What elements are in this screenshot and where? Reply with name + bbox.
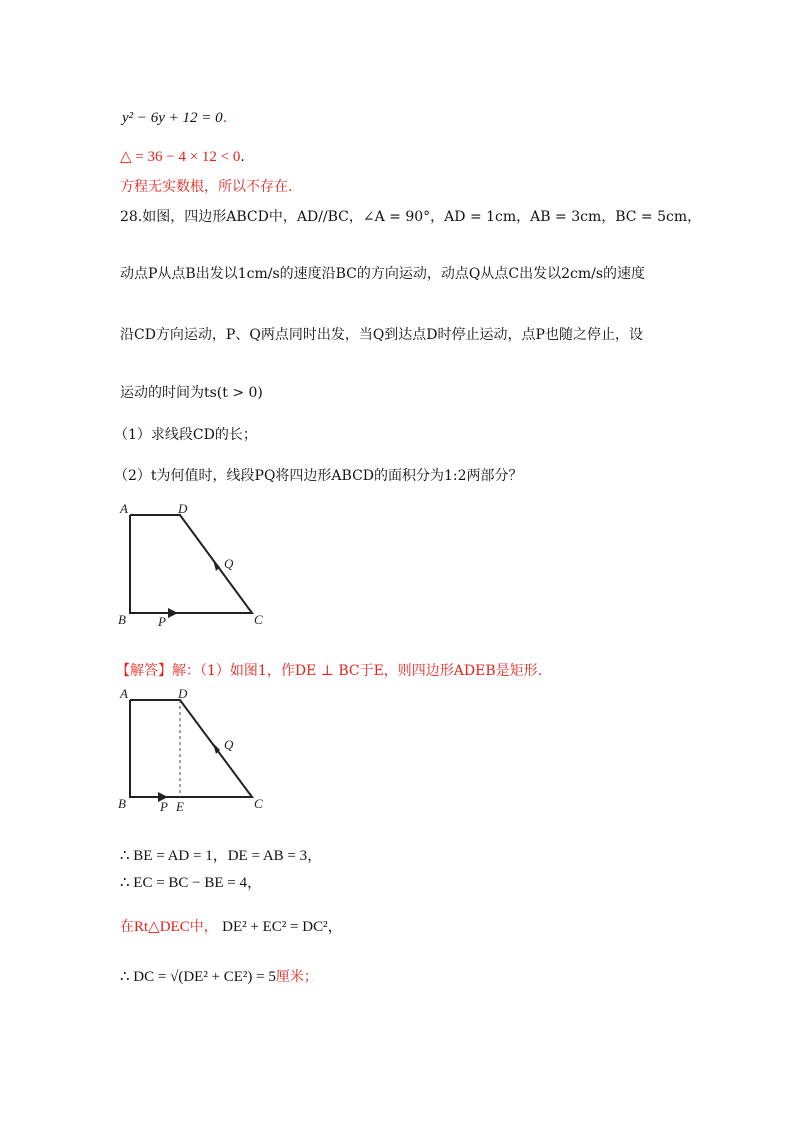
label-q: Q (224, 556, 234, 571)
prev-discriminant: △ = 36 − 4 × 12 < 0. (120, 149, 245, 165)
figure-1-trapezoid (112, 500, 282, 640)
label-d: D (178, 501, 188, 516)
label-e: E (176, 799, 184, 814)
prev-conclusion: 方程无实数根，所以不存在. (120, 179, 293, 195)
answer-step-1 (116, 661, 542, 681)
prev-equation: y² − 6y + 12 = 0. (122, 110, 228, 126)
answer-tag: 【解答】解： (116, 663, 200, 679)
label-c: C (254, 612, 263, 627)
problem-line-4: 运动的时间为ts(t > 0) (120, 385, 263, 401)
label-p: P (160, 799, 168, 814)
label-q: Q (224, 737, 234, 752)
derivation-line-2: ∴ EC = BC − BE = 4， (120, 875, 263, 891)
question-1: （1）求线段CD的长； (114, 427, 257, 443)
problem-number: 28. (120, 209, 143, 225)
label-a: A (120, 501, 128, 516)
label-p: P (158, 614, 166, 629)
figure-2-trapezoid-with-height (112, 685, 282, 825)
problem-line-2: 动点P从点B出发以1cm/s的速度沿BC的方向运动，动点Q从点C出发以2cm/s的速度 (120, 266, 646, 282)
derivation-line-4: ∴ DC = √(DE² + CE²) = 5厘米； (120, 969, 318, 985)
arrow-p-head (168, 608, 178, 618)
trapezoid-outline (130, 515, 252, 613)
derivation-line-1: ∴ BE = AD = 1，DE = AB = 3， (120, 848, 323, 864)
label-b: B (118, 796, 126, 811)
question-2: （2）t为何值时，线段PQ将四边形ABCD的面积分为1:2两部分？ (114, 468, 523, 484)
problem-line-3: 沿CD方向运动，P、Q两点同时出发，当Q到达点D时停止运动，点P也随之停止，设 (120, 327, 643, 343)
problem-intro (120, 207, 701, 227)
problem-intro-text: 如图，四边形ABCD中，AD//BC，∠A = 90°，AD = 1cm，AB = 3cm，BC = 5cm， (142, 209, 702, 225)
label-a: A (120, 686, 128, 701)
label-c: C (254, 796, 263, 811)
answer-step-1-text: （1）如图1，作DE ⊥ BC于E，则四边形ADEB是矩形. (200, 663, 543, 679)
label-d: D (178, 686, 188, 701)
trapezoid-outline (130, 700, 252, 797)
derivation-line-3: 在Rt△DEC中， DE² + EC² = DC²， (120, 919, 343, 935)
label-b: B (118, 612, 126, 627)
